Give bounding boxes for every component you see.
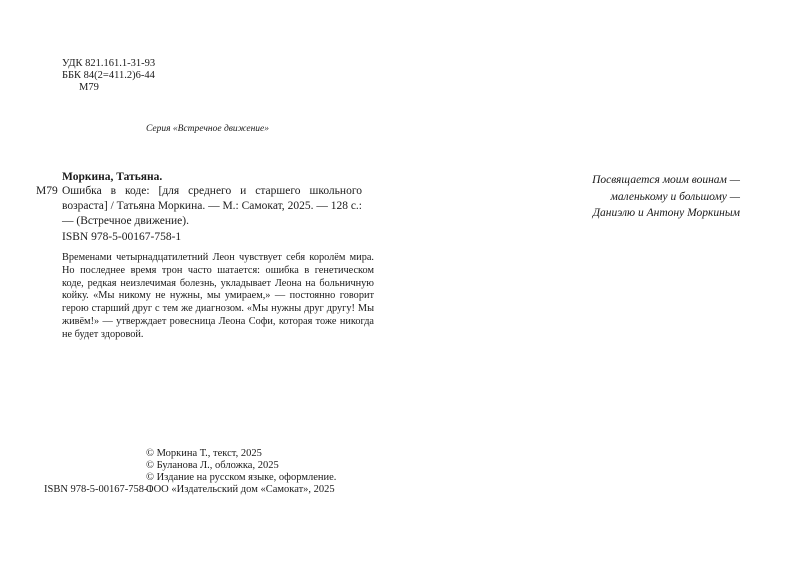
copyright-line-2: © Буланова Л., обложка, 2025	[146, 460, 279, 471]
catalog-author-mark: М79	[36, 185, 58, 197]
bottom-isbn: ISBN 978-5-00167-758-1	[44, 484, 153, 495]
copyright-line-1: © Моркина Т., текст, 2025	[146, 448, 262, 459]
dedication	[520, 172, 740, 222]
series-line: Серия «Встречное движение»	[146, 124, 270, 134]
dedication-line-1: Посвящается моим воинам —	[592, 174, 740, 186]
author-mark-top: М79	[79, 82, 99, 93]
copyright-line-4: ООО «Издательский дом «Самокат», 2025	[146, 484, 335, 495]
udk-code: УДК 821.161.1-31-93	[62, 58, 156, 69]
dedication-line-2: маленькому и большому —	[610, 190, 740, 203]
dedication-line-3: Даниэлю и Антону Моркиным	[592, 207, 740, 219]
annotation-text: Временами четырнадцатилетний Леон чувствует себя королём мира. Но последнее время трон часто шатается: ошибка в генетическом коде, редкая неизлечимая болезнь, укладывает Леона на больничную койку. «Мы никому не нужны, мы умираем,» — постоянно говорит герою старший друг с тем же диагнозом. «Мы нужны друг другу! Мы живём!» — утверждает ровесница Леона Софи, которая тоже никогда не будет здоровой.	[62, 252, 374, 340]
catalog-author-heading: Моркина, Татьяна.	[62, 171, 163, 183]
bbk-code: ББК 84(2=411.2)6-44	[62, 70, 155, 81]
catalog-isbn: ISBN 978-5-00167-758-1	[62, 231, 182, 243]
catalog-description: Ошибка в коде: [для среднего и старшего школьного возраста] / Татьяна Моркина. — М.: Самокат, 2025. — 128 с.: — (Встречное движение).	[62, 185, 362, 227]
copyright-line-3: © Издание на русском языке, оформление.	[146, 472, 337, 483]
